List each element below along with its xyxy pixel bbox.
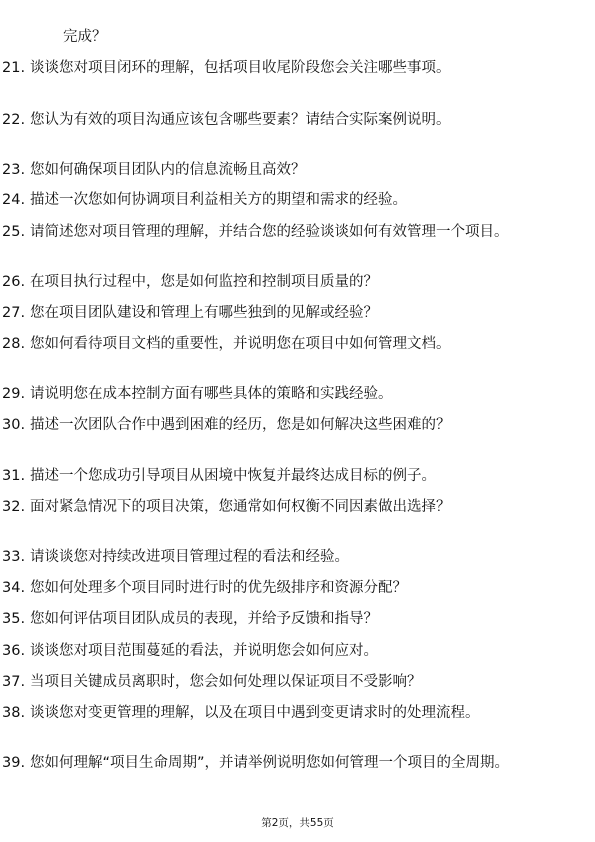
- question-number: 37.: [2, 674, 26, 690]
- question-text: 描述一次您如何协调项目利益相关方的期望和需求的经验。: [30, 192, 407, 208]
- question-text: 您如何理解“项目生命周期”，并请举例说明您如何管理一个项目的全周期。: [30, 755, 510, 771]
- question-number: 35.: [2, 611, 26, 627]
- question-number: 29.: [2, 386, 26, 402]
- question-27: [2, 303, 522, 324]
- question-number: 33.: [2, 549, 26, 565]
- question-28: [2, 334, 522, 355]
- question-text: 请简述您对项目管理的理解，并结合您的经验谈谈如何有效管理一个项目。: [30, 224, 509, 240]
- question-text: 您如何看待项目文档的重要性，并说明您在项目中如何管理文档。: [30, 336, 451, 352]
- question-text: 请说明您在成本控制方面有哪些具体的策略和实践经验。: [30, 386, 393, 402]
- question-29: [2, 384, 522, 405]
- question-number: 26.: [2, 274, 26, 290]
- question-text: 当项目关键成员离职时，您会如何处理以保证项目不受影响？: [30, 674, 422, 690]
- question-37: [2, 672, 522, 693]
- question-38: [2, 703, 522, 724]
- question-number: 25.: [2, 224, 26, 240]
- question-34: [2, 578, 522, 599]
- question-24: [2, 190, 522, 211]
- question-number: 31.: [2, 468, 26, 484]
- question-text: 谈谈您对项目闭环的理解，包括项目收尾阶段您会关注哪些事项。: [30, 60, 451, 76]
- question-number: 22.: [2, 112, 26, 128]
- question-text: 您如何确保项目团队内的信息流畅且高效？: [30, 162, 306, 178]
- question-25: [2, 222, 522, 243]
- question-35: [2, 609, 522, 630]
- question-number: 30.: [2, 417, 26, 433]
- question-number: 34.: [2, 580, 26, 596]
- question-number: 21.: [2, 60, 26, 76]
- question-text: 您认为有效的项目沟通应该包含哪些要素？请结合实际案例说明。: [30, 112, 451, 128]
- question-number: 36.: [2, 643, 26, 659]
- question-39: [2, 753, 522, 774]
- question-number: 27.: [2, 305, 26, 321]
- question-33: [2, 547, 522, 568]
- question-31: [2, 466, 522, 487]
- question-text: 在项目执行过程中，您是如何监控和控制项目质量的？: [30, 274, 378, 290]
- question-number: 32.: [2, 499, 26, 515]
- question-26: [2, 272, 522, 293]
- question-text: 您在项目团队建设和管理上有哪些独到的见解或经验？: [30, 305, 378, 321]
- question-21: [2, 58, 522, 79]
- question-text: 谈谈您对项目范围蔓延的看法，并说明您会如何应对。: [30, 643, 378, 659]
- question-text: 请谈谈您对持续改进项目管理过程的看法和经验。: [30, 549, 349, 565]
- question-text: 描述一次团队合作中遇到困难的经历，您是如何解决这些困难的？: [30, 417, 451, 433]
- question-30: [2, 415, 522, 436]
- question-number: 28.: [2, 336, 26, 352]
- question-23: [2, 160, 522, 181]
- question-text: 谈谈您对变更管理的理解，以及在项目中遇到变更请求时的处理流程。: [30, 705, 480, 721]
- question-number: 39.: [2, 755, 26, 771]
- question-number: 23.: [2, 162, 26, 178]
- question-text: 您如何评估项目团队成员的表现，并给予反馈和指导？: [30, 611, 378, 627]
- question-36: [2, 641, 522, 662]
- question-32: [2, 497, 522, 518]
- question-number: 38.: [2, 705, 26, 721]
- question-number: 24.: [2, 192, 26, 208]
- page-footer: 第2页，共55页: [261, 817, 334, 829]
- question-text: 您如何处理多个项目同时进行时的优先级排序和资源分配？: [30, 580, 407, 596]
- question-text: 描述一个您成功引导项目从困境中恢复并最终达成目标的例子。: [30, 468, 436, 484]
- continuation-text: 完成？: [63, 29, 107, 45]
- question-22: [2, 110, 522, 131]
- question-text: 面对紧急情况下的项目决策，您通常如何权衡不同因素做出选择？: [30, 499, 451, 515]
